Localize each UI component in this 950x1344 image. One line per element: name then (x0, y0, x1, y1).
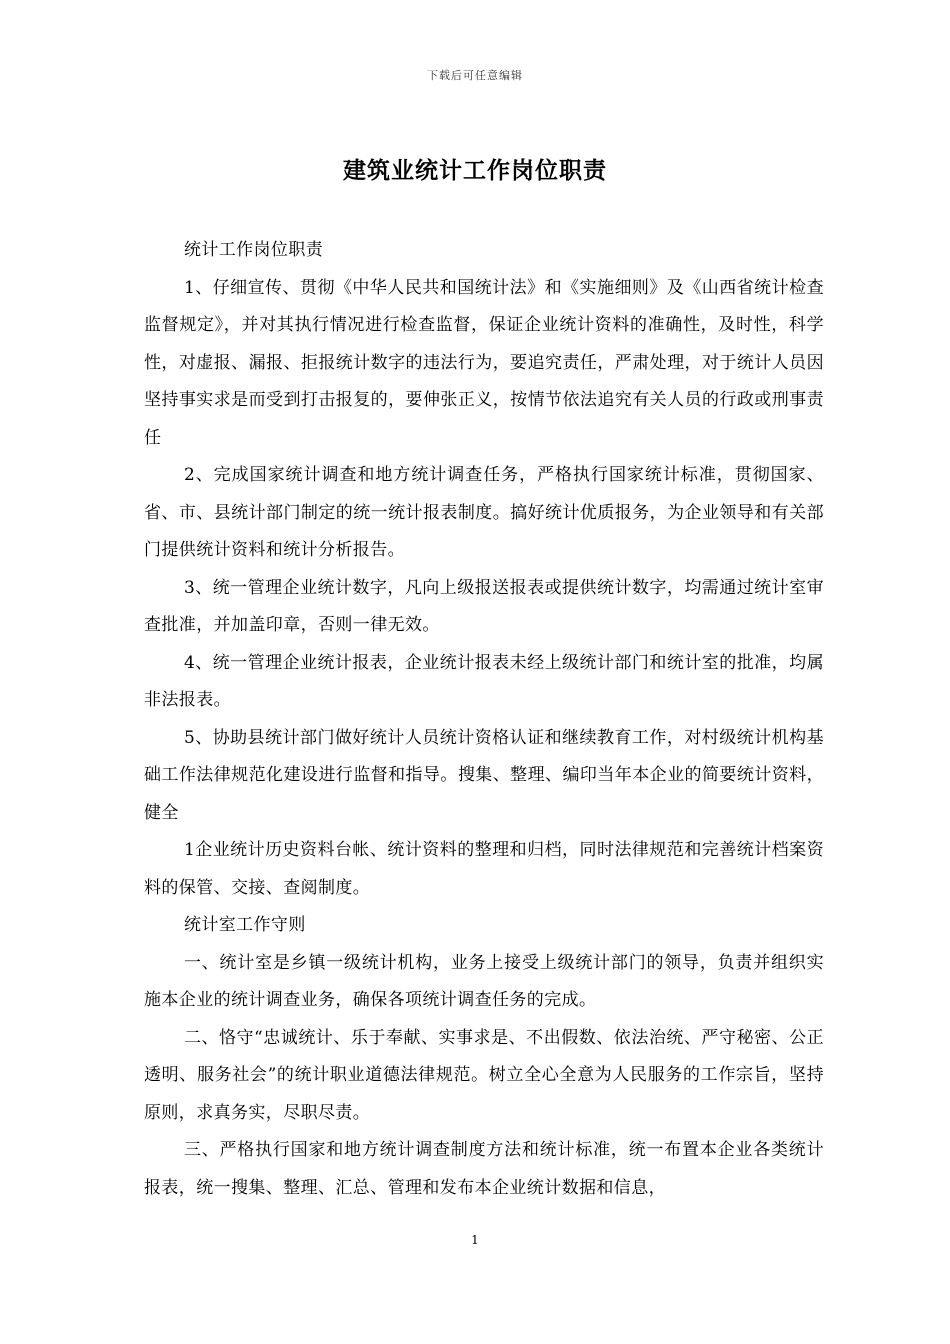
paragraph-item-2: 2、完成国家统计调查和地方统计调查任务，严格执行国家统计标准，贯彻国家、省、市、县统计部门制定的统一统计报表制度。搞好统计优质报务，为企业领导和有关部门提供统计资料和统计分析报告。 (144, 465, 824, 560)
section-heading-duties: 统计工作岗位职责 (183, 240, 324, 260)
header-note: 下载后可任意编辑 (427, 69, 523, 82)
paragraph-rule-3: 三、严格执行国家和地方统计调查制度方法和统计标准，统一布置本企业各类统计报表，统一搜集、整理、汇总、管理和发布本企业统计数据和信息， (144, 1140, 824, 1198)
page-number: 1 (471, 1233, 479, 1247)
paragraph-rule-1: 一、统计室是乡镇一级统计机构，业务上接受上级统计部门的领导，负责并组织实施本企业的统计调查业务，确保各项统计调查任务的完成。 (144, 952, 824, 1010)
paragraph-item-5: 5、协助县统计部门做好统计人员统计资格认证和继续教育工作，对村级统计机构基础工作法律规范化建设进行监督和指导。搜集、整理、编印当年本企业的简要统计资料，健全 (144, 727, 824, 823)
paragraph-item-1: 1、仔细宣传、贯彻《中华人民共和国统计法》和《实施细则》及《山西省统计检查监督规定》，并对其执行情况进行检查监督，保证企业统计资料的准确性，及时性，科学性，对虚报、漏报、拒报统计数字的违法行为，要追究责任，严肃处理，对于统计人员因坚持事实求是而受到打击报复的，要伸张正义，按情节依法追究有关人员的行政或刑事责任 (144, 277, 824, 448)
paragraph-item-4: 4、统一管理企业统计报表，企业统计报表未经上级统计部门和统计室的批准，均属非法报表。 (144, 652, 824, 710)
paragraph-item-5-continued: 1企业统计历史资料台帐、统计资料的整理和归档，同时法律规范和完善统计档案资料的保管、交接、查阅制度。 (144, 840, 824, 898)
document-title: 建筑业统计工作岗位职责 (343, 157, 607, 184)
paragraph-item-3: 3、统一管理企业统计数字，凡向上级报送报表或提供统计数字，均需通过统计室审查批准，并加盖印章，否则一律无效。 (144, 577, 824, 635)
section-heading-rules: 统计室工作守则 (183, 915, 306, 935)
paragraph-rule-2: 二、恪守“忠诚统计、乐于奉献、实事求是、不出假数、依法治统、严守秘密、公正透明、服务社会”的统计职业道德法律规范。树立全心全意为人民服务的工作宗旨，坚持原则，求真务实，尽职尽责。 (144, 1027, 824, 1123)
document-body (144, 232, 824, 1207)
